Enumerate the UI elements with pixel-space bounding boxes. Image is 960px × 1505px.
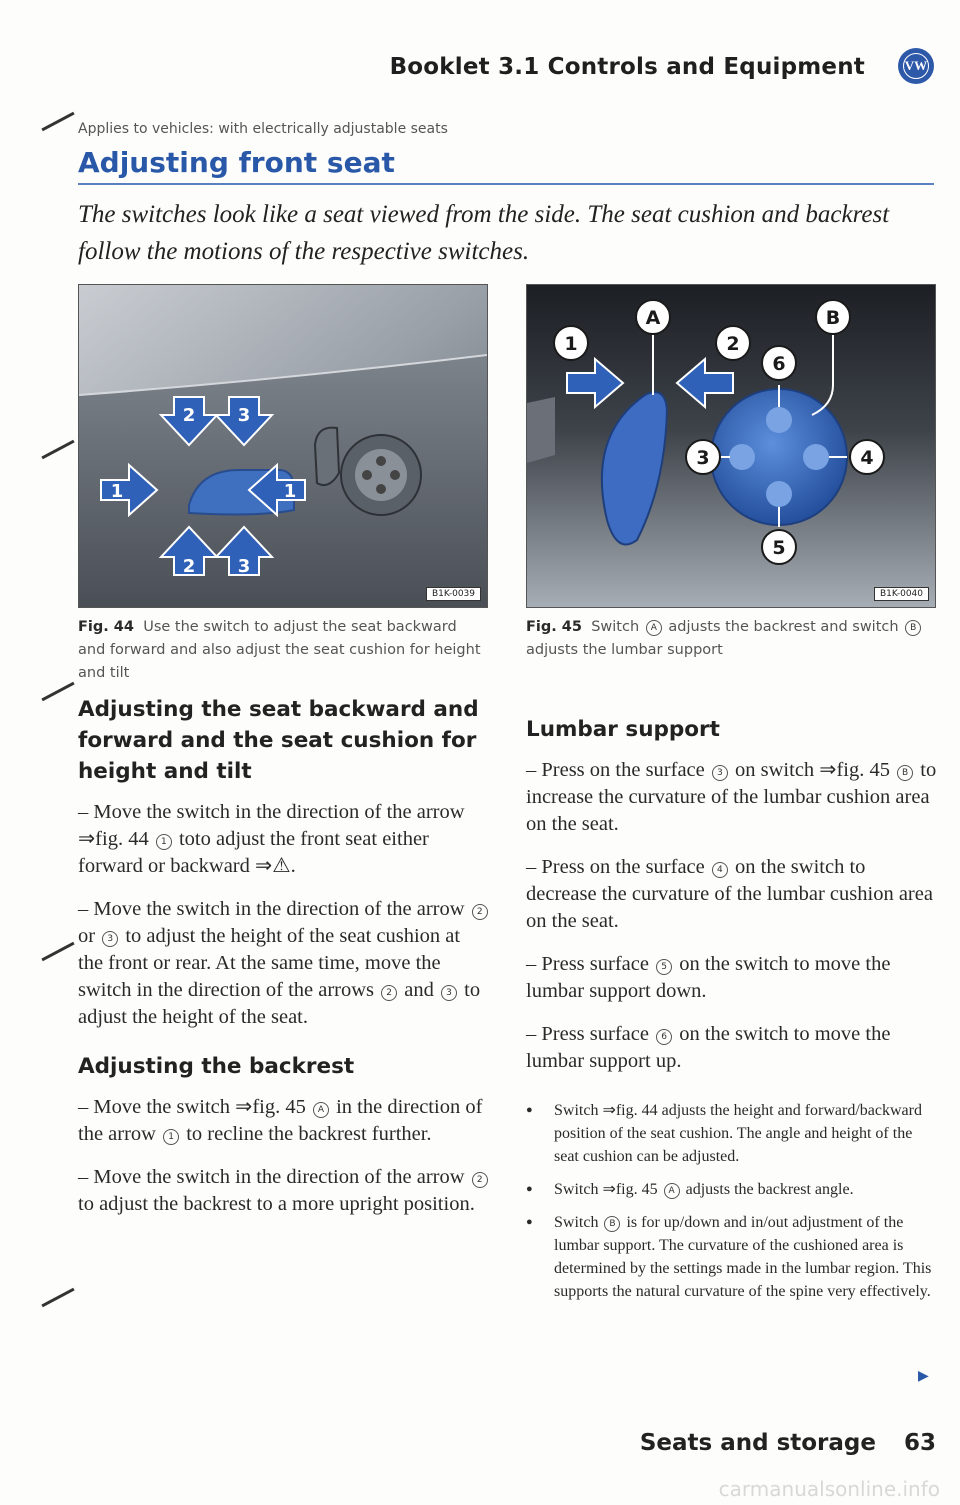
step-lumbar-decrease: – Press on the surface 4 on the switch to decrease the curvature of the lumbar cushion area on the seat. bbox=[526, 856, 933, 932]
fig45-label: 4 bbox=[860, 447, 874, 469]
applies-note: Applies to vehicles: with electrically adjustable seats bbox=[78, 121, 448, 137]
ref-icon: 1 bbox=[156, 834, 172, 850]
fig45-label: 1 bbox=[564, 333, 578, 355]
ref-icon: B bbox=[905, 620, 921, 636]
ref-icon: 3 bbox=[712, 765, 728, 781]
seat-switch-illustration bbox=[79, 285, 487, 607]
step-recline: – Move the switch ⇒fig. 45 A in the direction of the arrow 1 to recline the backrest further. bbox=[78, 1096, 483, 1145]
ref-icon: B bbox=[604, 1216, 620, 1232]
step-height-tilt: – Move the switch in the direction of the arrow 2 or 3 to adjust the height of the seat cushion at the front or rear. At the same time, move the switch in the direction of the arrows 2 and 3 to adjust the height of the seat. bbox=[78, 896, 490, 1031]
ref-icon: 6 bbox=[656, 1029, 672, 1045]
ref-icon: 2 bbox=[472, 1172, 488, 1188]
figure-code: B1K-0040 bbox=[874, 587, 929, 601]
note-item: ● Switch B is for up/down and in/out adjustment of the lumbar support. The curvature of the cushioned area is determined by the settings made in the lumbar region. This supports the natural curvature of the spine very effectively. bbox=[526, 1211, 938, 1303]
ref-icon: B bbox=[897, 765, 913, 781]
fig44-label: 1 bbox=[110, 481, 124, 502]
page-number: 63 bbox=[903, 1430, 936, 1456]
fig45-label: 5 bbox=[772, 537, 786, 559]
ref-icon: A bbox=[664, 1183, 680, 1199]
ref-icon: 4 bbox=[712, 862, 728, 878]
right-column bbox=[526, 714, 938, 1313]
vw-logo-icon: VW bbox=[898, 48, 934, 84]
fig45-label: 3 bbox=[696, 447, 710, 469]
fig44-label: 3 bbox=[237, 556, 251, 577]
caption-number: Fig. 45 bbox=[526, 619, 582, 635]
ref-icon: 3 bbox=[441, 985, 457, 1001]
heading-lumbar: Lumbar support bbox=[526, 717, 720, 742]
ref-icon: 2 bbox=[472, 904, 488, 920]
caption-text: Use the switch to adjust the seat backward and forward and also adjust the seat cushion for height and tilt bbox=[78, 619, 481, 681]
booklet-header: Booklet 3.1 Controls and Equipment bbox=[389, 54, 865, 80]
step-upright: – Move the switch in the direction of the arrow 2 to adjust the backrest to a more upright position. bbox=[78, 1164, 490, 1218]
step-lumbar-down: – Press surface 5 on the switch to move the lumbar support down. bbox=[526, 953, 891, 1002]
page-footer bbox=[640, 1430, 936, 1456]
ref-icon: 3 bbox=[102, 931, 118, 947]
heading-seat-adjust: Adjusting the seat backward and forward and the seat cushion for height and tilt bbox=[78, 697, 479, 784]
step-lumbar-increase: – Press on the surface 3 on switch ⇒fig. 45 B to increase the curvature of the lumbar cushion area on the seat. bbox=[526, 759, 937, 835]
lumbar-switch-illustration bbox=[527, 285, 935, 607]
watermark: carmanualsonline.info bbox=[718, 1477, 940, 1501]
section-title: Adjusting front seat bbox=[78, 146, 395, 179]
ref-icon: 2 bbox=[381, 985, 397, 1001]
figure-44-caption bbox=[78, 616, 488, 685]
note-item: ● Switch ⇒fig. 45 A adjusts the backrest angle. bbox=[526, 1178, 938, 1201]
fig45-label: 2 bbox=[726, 333, 740, 355]
heading-backrest: Adjusting the backrest bbox=[78, 1054, 355, 1079]
step-forward-backward: – Move the switch in the direction of the arrow ⇒fig. 44 1 toto adjust the front seat either forward or backward ⇒⚠. bbox=[78, 801, 465, 877]
fig44-label: 1 bbox=[283, 481, 297, 502]
intro-text: The switches look like a seat viewed from the side. The seat cushion and backrest follow the motions of the respective switches. bbox=[78, 201, 890, 265]
fig44-label: 2 bbox=[182, 556, 196, 577]
fig45-label-B: B bbox=[825, 307, 841, 329]
ref-icon: 5 bbox=[656, 959, 672, 975]
notes-list bbox=[526, 1099, 938, 1303]
margin-mark bbox=[41, 942, 74, 962]
caption-number: Fig. 44 bbox=[78, 619, 134, 635]
figure-44 bbox=[78, 284, 488, 608]
fig44-label: 3 bbox=[237, 405, 251, 426]
ref-icon: A bbox=[313, 1102, 329, 1118]
fig45-label-A: A bbox=[645, 307, 661, 329]
figure-45 bbox=[526, 284, 936, 608]
note-item: ● Switch ⇒fig. 44 adjusts the height and forward/backward position of the seat cushion. The angle and height of the seat cushion can be adjusted. bbox=[526, 1099, 938, 1168]
step-lumbar-up: – Press surface 6 on the switch to move the lumbar support up. bbox=[526, 1023, 891, 1072]
section-divider bbox=[78, 183, 934, 185]
ref-icon: A bbox=[646, 620, 662, 636]
ref-icon: 1 bbox=[163, 1129, 179, 1145]
fig44-label: 2 bbox=[182, 405, 196, 426]
left-column bbox=[78, 694, 490, 1234]
continue-arrow-icon: ▶ bbox=[918, 1369, 929, 1384]
fig45-label: 6 bbox=[772, 353, 786, 375]
margin-mark bbox=[41, 440, 74, 460]
figure-45-caption: Fig. 45 Switch A adjusts the backrest and switch B adjusts the lumbar support bbox=[526, 616, 936, 662]
margin-mark bbox=[41, 1288, 74, 1308]
figure-code: B1K-0039 bbox=[426, 587, 481, 601]
footer-section: Seats and storage bbox=[639, 1430, 876, 1456]
margin-mark bbox=[41, 682, 74, 702]
margin-mark bbox=[41, 112, 74, 132]
